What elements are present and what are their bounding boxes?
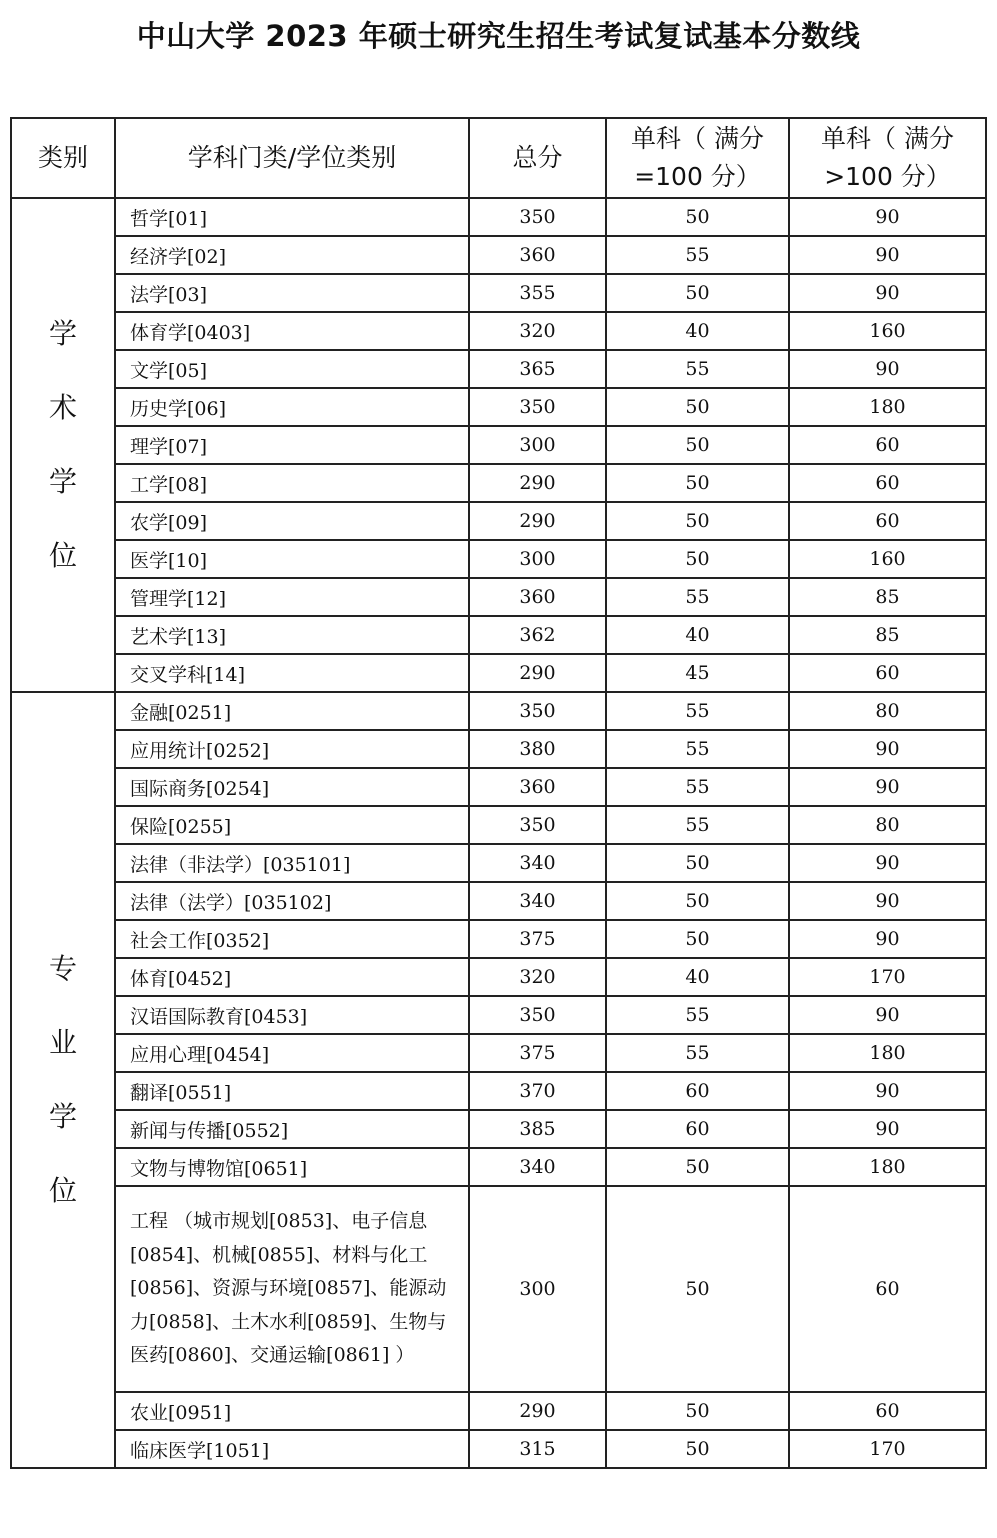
subject-cell: 历史学[06] (115, 388, 469, 426)
total-score-cell: 315 (469, 1430, 606, 1468)
table-row (11, 502, 986, 540)
subject-cell: 汉语国际教育[0453] (115, 996, 469, 1034)
single-over100-cell: 170 (789, 1430, 986, 1468)
single-100-cell: 50 (606, 1148, 789, 1186)
category-char: 专 (48, 952, 77, 985)
single-over100-cell: 85 (789, 578, 986, 616)
table-row (11, 844, 986, 882)
single-100-cell: 55 (606, 1034, 789, 1072)
single-over100-cell: 90 (789, 198, 986, 236)
single-over100-cell: 60 (789, 426, 986, 464)
single-over100-cell: 180 (789, 388, 986, 426)
table-row (11, 388, 986, 426)
subject-cell: 应用统计[0252] (115, 730, 469, 768)
single-over100-cell: 90 (789, 1072, 986, 1110)
total-score-cell: 375 (469, 920, 606, 958)
single-100-cell: 55 (606, 768, 789, 806)
single-100-cell: 50 (606, 1430, 789, 1468)
total-score-cell: 350 (469, 692, 606, 730)
single-100-cell: 50 (606, 1186, 789, 1392)
total-score-cell: 375 (469, 1034, 606, 1072)
table-row (11, 236, 986, 274)
subject-cell: 医学[10] (115, 540, 469, 578)
subject-cell: 文学[05] (115, 350, 469, 388)
subject-cell: 国际商务[0254] (115, 768, 469, 806)
table-row (11, 540, 986, 578)
subject-cell: 管理学[12] (115, 578, 469, 616)
total-score-cell: 385 (469, 1110, 606, 1148)
total-score-cell: 350 (469, 996, 606, 1034)
table-row (11, 1072, 986, 1110)
single-over100-cell: 160 (789, 540, 986, 578)
single-100-cell: 55 (606, 996, 789, 1034)
subject-cell: 文物与博物馆[0651] (115, 1148, 469, 1186)
single-100-cell: 40 (606, 312, 789, 350)
single-100-cell: 55 (606, 730, 789, 768)
single-over100-cell: 180 (789, 1148, 986, 1186)
total-score-cell: 370 (469, 1072, 606, 1110)
single-100-cell: 55 (606, 692, 789, 730)
total-score-cell: 360 (469, 578, 606, 616)
single-100-cell: 50 (606, 920, 789, 958)
subject-cell: 哲学[01] (115, 198, 469, 236)
single-100-cell: 50 (606, 1392, 789, 1430)
single-100-cell: 50 (606, 540, 789, 578)
single-over100-cell: 85 (789, 616, 986, 654)
single-100-cell: 50 (606, 198, 789, 236)
subject-cell: 工学[08] (115, 464, 469, 502)
table-row (11, 692, 986, 730)
total-score-cell: 362 (469, 616, 606, 654)
total-score-cell: 300 (469, 540, 606, 578)
single-100-cell: 50 (606, 426, 789, 464)
subject-cell: 经济学[02] (115, 236, 469, 274)
table-row (11, 1110, 986, 1148)
subject-cell: 法律（非法学）[035101] (115, 844, 469, 882)
total-score-cell: 290 (469, 464, 606, 502)
category-char: 学 (48, 1100, 77, 1133)
single-100-cell: 60 (606, 1072, 789, 1110)
single-over100-cell: 60 (789, 464, 986, 502)
single-100-cell: 50 (606, 844, 789, 882)
single-over100-cell: 180 (789, 1034, 986, 1072)
total-score-cell: 290 (469, 654, 606, 692)
total-score-cell: 300 (469, 426, 606, 464)
table-row (11, 1186, 986, 1392)
single-100-cell: 55 (606, 350, 789, 388)
subject-cell: 临床医学[1051] (115, 1430, 469, 1468)
total-score-cell: 350 (469, 806, 606, 844)
table-row (11, 464, 986, 502)
table-row (11, 996, 986, 1034)
total-score-cell: 350 (469, 198, 606, 236)
category-char: 学 (48, 465, 77, 498)
table-row (11, 920, 986, 958)
single-100-cell: 40 (606, 616, 789, 654)
single-100-cell: 50 (606, 274, 789, 312)
header-single-100: 单科（ 满分=100 分） (606, 118, 789, 198)
score-table (10, 117, 987, 1469)
single-100-cell: 50 (606, 882, 789, 920)
single-over100-cell: 60 (789, 502, 986, 540)
category-professional-degree (11, 692, 115, 1468)
single-over100-cell: 90 (789, 882, 986, 920)
single-100-cell: 55 (606, 578, 789, 616)
category-char: 位 (48, 1174, 77, 1207)
table-row (11, 768, 986, 806)
single-100-cell: 40 (606, 958, 789, 996)
category-char: 业 (48, 1026, 77, 1059)
total-score-cell: 380 (469, 730, 606, 768)
table-row (11, 274, 986, 312)
subject-cell: 艺术学[13] (115, 616, 469, 654)
table-row (11, 654, 986, 692)
table-row (11, 198, 986, 236)
subject-cell: 保险[0255] (115, 806, 469, 844)
total-score-cell: 300 (469, 1186, 606, 1392)
table-row (11, 426, 986, 464)
single-100-cell: 45 (606, 654, 789, 692)
table-row (11, 882, 986, 920)
single-over100-cell: 90 (789, 996, 986, 1034)
single-100-cell: 50 (606, 464, 789, 502)
single-over100-cell: 80 (789, 806, 986, 844)
table-row (11, 578, 986, 616)
single-100-cell: 50 (606, 502, 789, 540)
total-score-cell: 290 (469, 1392, 606, 1430)
total-score-cell: 360 (469, 236, 606, 274)
subject-cell: 新闻与传播[0552] (115, 1110, 469, 1148)
total-score-cell: 320 (469, 958, 606, 996)
header-subject: 学科门类/学位类别 (115, 118, 469, 198)
total-score-cell: 355 (469, 274, 606, 312)
subject-cell: 金融[0251] (115, 692, 469, 730)
total-score-cell: 340 (469, 844, 606, 882)
subject-cell: 应用心理[0454] (115, 1034, 469, 1072)
page-title: 中山大学 2023 年硕士研究生招生考试复试基本分数线 (136, 19, 861, 53)
single-100-cell: 60 (606, 1110, 789, 1148)
table-row (11, 730, 986, 768)
header-row (11, 118, 986, 198)
total-score-cell: 290 (469, 502, 606, 540)
single-100-cell: 55 (606, 806, 789, 844)
single-over100-cell: 90 (789, 236, 986, 274)
total-score-cell: 320 (469, 312, 606, 350)
header-single-over100: 单科（ 满分>100 分） (789, 118, 986, 198)
single-over100-cell: 60 (789, 654, 986, 692)
subject-cell: 理学[07] (115, 426, 469, 464)
single-over100-cell: 90 (789, 768, 986, 806)
header-category: 类别 (11, 118, 115, 198)
table-row (11, 958, 986, 996)
category-academic-degree (11, 198, 115, 692)
single-over100-cell: 90 (789, 274, 986, 312)
subject-cell: 法学[03] (115, 274, 469, 312)
table-row (11, 616, 986, 654)
total-score-cell: 360 (469, 768, 606, 806)
subject-cell: 体育学[0403] (115, 312, 469, 350)
category-char: 术 (48, 391, 77, 424)
single-over100-cell: 90 (789, 730, 986, 768)
table-row (11, 312, 986, 350)
subject-cell: 农学[09] (115, 502, 469, 540)
single-over100-cell: 160 (789, 312, 986, 350)
category-char: 学 (48, 317, 77, 350)
category-char: 位 (48, 539, 77, 572)
single-over100-cell: 90 (789, 844, 986, 882)
table-body (11, 198, 986, 1468)
single-over100-cell: 90 (789, 350, 986, 388)
single-100-cell: 55 (606, 236, 789, 274)
single-over100-cell: 60 (789, 1392, 986, 1430)
single-over100-cell: 90 (789, 920, 986, 958)
total-score-cell: 340 (469, 1148, 606, 1186)
subject-cell: 交叉学科[14] (115, 654, 469, 692)
subject-cell: 农业[0951] (115, 1392, 469, 1430)
table-row (11, 1392, 986, 1430)
table-row (11, 1034, 986, 1072)
total-score-cell: 340 (469, 882, 606, 920)
single-100-cell: 50 (606, 388, 789, 426)
subject-cell: 翻译[0551] (115, 1072, 469, 1110)
header-total: 总分 (469, 118, 606, 198)
single-over100-cell: 90 (789, 1110, 986, 1148)
subject-cell: 社会工作[0352] (115, 920, 469, 958)
single-over100-cell: 60 (789, 1186, 986, 1392)
single-over100-cell: 170 (789, 958, 986, 996)
table-row (11, 806, 986, 844)
table-row (11, 350, 986, 388)
table-row (11, 1148, 986, 1186)
table-row (11, 1430, 986, 1468)
total-score-cell: 365 (469, 350, 606, 388)
subject-cell: 工程 （城市规划[0853]、电子信息[0854]、机械[0855]、材料与化工[0856]、资源与环境[0857]、能源动力[0858]、土木水利[0859]、生物与医药[0860]、交通运输[0861] ） (115, 1186, 469, 1392)
subject-cell: 体育[0452] (115, 958, 469, 996)
total-score-cell: 350 (469, 388, 606, 426)
subject-cell: 法律（法学）[035102] (115, 882, 469, 920)
single-over100-cell: 80 (789, 692, 986, 730)
